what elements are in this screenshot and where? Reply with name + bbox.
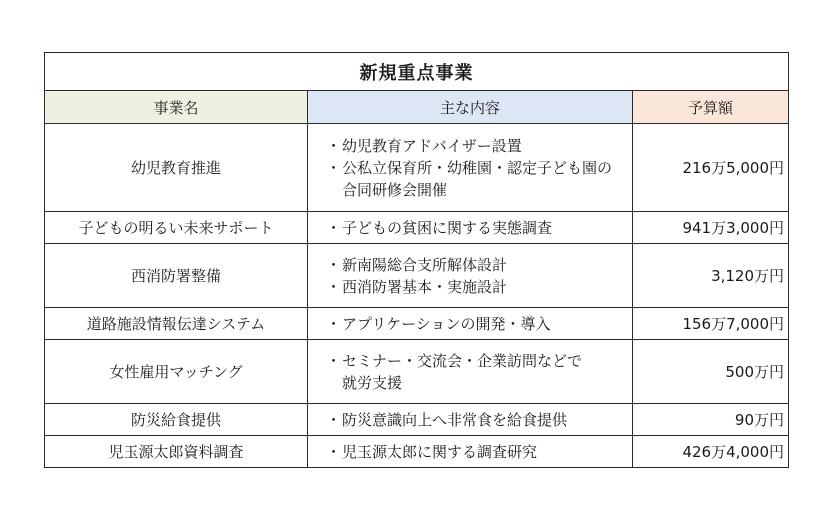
bullet-marker: ・ <box>326 136 342 155</box>
table-row <box>45 308 789 340</box>
budget-cell: 90万円 <box>633 404 789 436</box>
content-cell <box>308 340 633 404</box>
content-item <box>326 409 626 431</box>
table-row <box>45 124 789 212</box>
bullet-marker: ・ <box>326 351 342 370</box>
table-row <box>45 404 789 436</box>
content-cell <box>308 436 633 468</box>
content-cell <box>308 308 633 340</box>
bullet-marker: ・ <box>326 410 342 429</box>
content-item <box>326 276 626 298</box>
project-name-cell: 子どもの明るい未来サポート <box>45 212 308 244</box>
bullet-marker: ・ <box>326 218 342 237</box>
table-row <box>45 212 789 244</box>
bullet-marker: ・ <box>326 255 342 274</box>
table-title: 新規重点事業 <box>45 53 789 91</box>
content-item-text: 西消防署基本・実施設計 <box>342 277 508 296</box>
content-cell <box>308 244 633 308</box>
header-row <box>45 91 789 124</box>
content-item-text: アプリケーションの開発・導入 <box>342 314 551 333</box>
content-item <box>326 217 626 239</box>
table-body <box>45 124 789 468</box>
column-header-name: 事業名 <box>45 91 308 124</box>
content-cell <box>308 212 633 244</box>
table-row <box>45 340 789 404</box>
project-name-cell: 防災給食提供 <box>45 404 308 436</box>
content-item-text: 幼児教育アドバイザー設置 <box>342 136 522 155</box>
content-cell <box>308 404 633 436</box>
project-name-cell: 児玉源太郎資料調査 <box>45 436 308 468</box>
column-header-content: 主な内容 <box>308 91 633 124</box>
content-item-text: 子どもの貧困に関する実態調査 <box>342 218 553 237</box>
content-item-text: セミナー・交流会・企業訪問などで就労支援 <box>342 351 583 392</box>
title-row <box>45 53 789 91</box>
content-item <box>326 313 626 335</box>
budget-cell: 156万7,000円 <box>633 308 789 340</box>
bullet-marker: ・ <box>326 442 342 461</box>
budget-cell: 941万3,000円 <box>633 212 789 244</box>
project-name-cell: 西消防署整備 <box>45 244 308 308</box>
budget-cell: 500万円 <box>633 340 789 404</box>
project-name-cell: 女性雇用マッチング <box>45 340 308 404</box>
bullet-marker: ・ <box>326 277 342 296</box>
content-item-text: 新南陽総合支所解体設計 <box>342 255 508 274</box>
content-item <box>326 157 626 201</box>
content-item <box>326 441 626 463</box>
budget-cell: 426万4,000円 <box>633 436 789 468</box>
content-item-text: 防災意識向上へ非常食を給食提供 <box>342 410 568 429</box>
budget-table <box>44 52 789 468</box>
budget-cell: 216万5,000円 <box>633 124 789 212</box>
project-name-cell: 道路施設情報伝達システム <box>45 308 308 340</box>
content-item-text: 児玉源太郎に関する調査研究 <box>342 442 538 461</box>
table-row <box>45 436 789 468</box>
content-item <box>326 254 626 276</box>
project-name-cell: 幼児教育推進 <box>45 124 308 212</box>
content-item <box>326 350 596 394</box>
column-header-budget: 予算額 <box>633 91 789 124</box>
content-item-text: 公私立保育所・幼稚園・認定子ども園の合同研修会開催 <box>342 158 613 199</box>
budget-cell: 3,120万円 <box>633 244 789 308</box>
bullet-marker: ・ <box>326 314 342 333</box>
table-row <box>45 244 789 308</box>
content-cell <box>308 124 633 212</box>
content-item <box>326 135 626 157</box>
bullet-marker: ・ <box>326 158 342 177</box>
